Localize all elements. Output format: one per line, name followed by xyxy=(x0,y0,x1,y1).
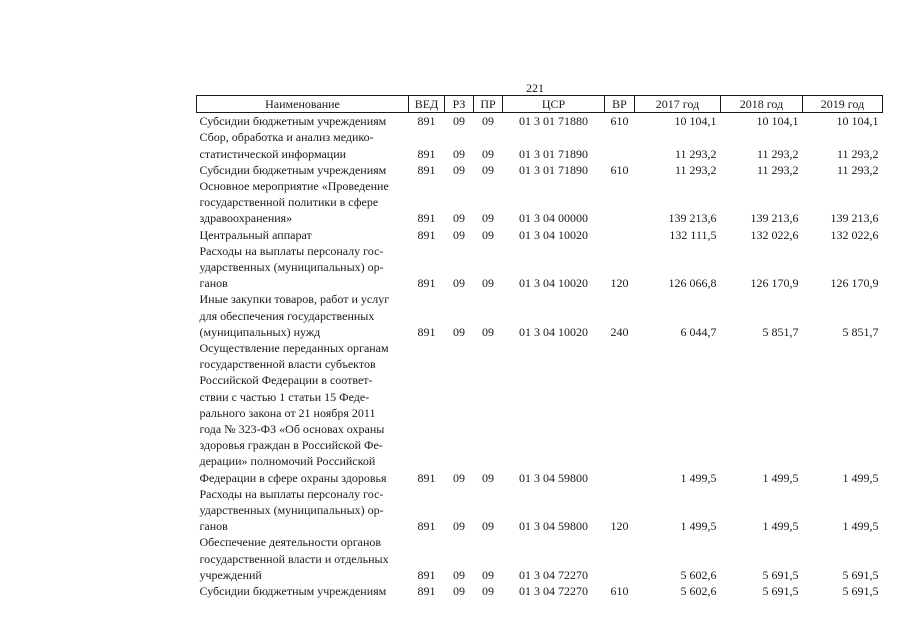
table-row xyxy=(197,113,883,130)
cell-vr: 120 xyxy=(610,519,629,534)
header-csr: ЦСР xyxy=(503,96,605,113)
cell-vr xyxy=(605,129,635,161)
header-2017: 2017 год xyxy=(635,96,721,113)
row-name-line: Субсидии бюджетным учреждениям xyxy=(199,114,387,129)
row-name-line: учреждений xyxy=(199,567,262,582)
cell-2018: 11 293,2 xyxy=(756,146,799,161)
cell-rz: 09 xyxy=(453,114,465,129)
cell-2019: 11 293,2 xyxy=(836,162,879,177)
cell-pr: 09 xyxy=(482,584,494,599)
cell-2019: 126 170,9 xyxy=(830,276,879,291)
row-name-line: здравоохранения» xyxy=(199,211,293,226)
cell-vr: 610 xyxy=(610,162,629,177)
row-name-line: года № 323-ФЗ «Об основах охраны xyxy=(199,422,385,437)
row-name-line: Осуществление переданных органам xyxy=(199,341,389,356)
cell-csr: 01 3 04 72270 xyxy=(519,584,588,599)
cell-2017: 139 213,6 xyxy=(668,211,717,226)
cell-2019: 139 213,6 xyxy=(830,211,879,226)
cell-vr: 610 xyxy=(610,114,629,129)
cell-ved: 891 xyxy=(417,584,436,599)
cell-ved: 891 xyxy=(417,324,436,339)
row-name-line: Расходы на выплаты персоналу гос- xyxy=(199,486,384,501)
cell-ved: 891 xyxy=(417,211,436,226)
cell-pr: 09 xyxy=(482,146,494,161)
cell-vr xyxy=(605,227,635,243)
cell-2017: 5 602,6 xyxy=(680,584,717,599)
cell-ved: 891 xyxy=(417,146,436,161)
cell-vr: 240 xyxy=(610,324,629,339)
row-name-line: ствии с частью 1 статьи 15 Феде- xyxy=(199,389,370,404)
cell-ved: 891 xyxy=(417,567,436,582)
table-row xyxy=(197,129,883,161)
cell-csr: 01 3 01 71890 xyxy=(519,162,588,177)
cell-2019: 10 104,1 xyxy=(836,114,879,129)
cell-2017: 6 044,7 xyxy=(680,324,717,339)
cell-2018: 126 170,9 xyxy=(750,276,799,291)
cell-rz: 09 xyxy=(453,324,465,339)
cell-csr: 01 3 04 72270 xyxy=(519,567,588,582)
row-name xyxy=(197,291,409,340)
row-name-line: (муниципальных) нужд xyxy=(199,324,321,339)
cell-csr: 01 3 04 10020 xyxy=(519,227,588,242)
row-name xyxy=(197,162,409,178)
cell-pr: 09 xyxy=(482,276,494,291)
cell-2019: 132 022,6 xyxy=(830,227,879,242)
cell-csr: 01 3 01 71890 xyxy=(519,146,588,161)
row-name xyxy=(197,583,409,599)
cell-ved: 891 xyxy=(417,114,436,129)
cell-rz: 09 xyxy=(453,584,465,599)
row-name xyxy=(197,113,409,130)
row-name-line: здоровья граждан в Российской Фе- xyxy=(199,438,383,453)
cell-vr xyxy=(605,534,635,583)
cell-vr: 610 xyxy=(610,584,629,599)
cell-pr: 09 xyxy=(482,211,494,226)
cell-2018: 139 213,6 xyxy=(750,211,799,226)
header-pr: ПР xyxy=(474,96,503,113)
cell-2019: 5 691,5 xyxy=(842,584,879,599)
table-row xyxy=(197,162,883,178)
row-name-line: Основное мероприятие «Проведение xyxy=(199,179,389,194)
budget-table xyxy=(196,95,883,599)
table-row xyxy=(197,227,883,243)
row-name-line: дерации» полномочий Российской xyxy=(199,454,376,469)
cell-rz: 09 xyxy=(453,470,465,485)
cell-ved: 891 xyxy=(417,519,436,534)
table-row xyxy=(197,583,883,599)
table-body xyxy=(197,113,883,600)
row-name-line: Расходы на выплаты персоналу гос- xyxy=(199,243,384,258)
cell-2017: 126 066,8 xyxy=(668,276,717,291)
cell-2019: 1 499,5 xyxy=(842,470,879,485)
cell-pr: 09 xyxy=(482,470,494,485)
row-name-line: Субсидии бюджетным учреждениям xyxy=(199,162,387,177)
row-name-line: Иные закупки товаров, работ и услуг xyxy=(199,292,390,307)
cell-2017: 11 293,2 xyxy=(674,146,717,161)
cell-csr: 01 3 04 59800 xyxy=(519,519,588,534)
row-name xyxy=(197,340,409,486)
cell-rz: 09 xyxy=(453,227,465,242)
row-name-line: ганов xyxy=(199,276,228,291)
table-header-row xyxy=(197,96,883,113)
cell-pr: 09 xyxy=(482,324,494,339)
cell-2018: 1 499,5 xyxy=(762,470,799,485)
row-name-line: для обеспечения государственных xyxy=(199,308,375,323)
cell-csr: 01 3 04 10020 xyxy=(519,324,588,339)
cell-2018: 132 022,6 xyxy=(750,227,799,242)
cell-csr: 01 3 04 10020 xyxy=(519,276,588,291)
cell-2019: 11 293,2 xyxy=(836,146,879,161)
cell-csr: 01 3 04 59800 xyxy=(519,470,588,485)
table-row xyxy=(197,291,883,340)
cell-2017: 5 602,6 xyxy=(680,567,717,582)
cell-2017: 132 111,5 xyxy=(669,227,717,242)
row-name-line: Российской Федерации в соответ- xyxy=(199,373,373,388)
row-name-line: государственной власти субъектов xyxy=(199,357,376,372)
cell-2017: 1 499,5 xyxy=(680,519,717,534)
table-row xyxy=(197,486,883,535)
cell-ved: 891 xyxy=(417,470,436,485)
table-row xyxy=(197,340,883,486)
cell-2018: 5 691,5 xyxy=(762,567,799,582)
cell-vr xyxy=(605,178,635,227)
cell-csr: 01 3 01 71880 xyxy=(519,114,588,129)
cell-2017: 1 499,5 xyxy=(680,470,717,485)
row-name-line: ганов xyxy=(199,519,228,534)
cell-ved: 891 xyxy=(417,276,436,291)
cell-pr: 09 xyxy=(482,162,494,177)
row-name-line: Федерации в сфере охраны здоровья xyxy=(199,470,387,485)
cell-2019: 5 851,7 xyxy=(842,324,879,339)
table-row xyxy=(197,534,883,583)
header-rz: РЗ xyxy=(445,96,474,113)
row-name-line: Центральный аппарат xyxy=(199,227,312,242)
cell-2019: 5 691,5 xyxy=(842,567,879,582)
header-2018: 2018 год xyxy=(721,96,803,113)
row-name xyxy=(197,534,409,583)
row-name-line: ударственных (муниципальных) ор- xyxy=(199,503,384,518)
row-name-line: ударственных (муниципальных) ор- xyxy=(199,260,384,275)
cell-2017: 11 293,2 xyxy=(674,162,717,177)
cell-rz: 09 xyxy=(453,146,465,161)
cell-2018: 11 293,2 xyxy=(756,162,799,177)
table-row xyxy=(197,178,883,227)
row-name-line: Сбор, обработка и анализ медико- xyxy=(199,130,374,145)
header-ved: ВЕД xyxy=(409,96,445,113)
cell-2017: 10 104,1 xyxy=(674,114,717,129)
cell-rz: 09 xyxy=(453,276,465,291)
cell-rz: 09 xyxy=(453,162,465,177)
cell-pr: 09 xyxy=(482,567,494,582)
row-name xyxy=(197,129,409,161)
row-name xyxy=(197,243,409,292)
row-name-line: статистической информации xyxy=(199,146,347,161)
page-number: 221 xyxy=(526,81,544,95)
cell-vr: 120 xyxy=(610,276,629,291)
row-name-line: государственной власти и отдельных xyxy=(199,551,389,566)
row-name xyxy=(197,178,409,227)
header-name: Наименование xyxy=(197,96,409,113)
header-vr: ВР xyxy=(605,96,635,113)
cell-rz: 09 xyxy=(453,519,465,534)
row-name-line: Обеспечение деятельности органов xyxy=(199,535,382,550)
cell-vr xyxy=(605,340,635,486)
cell-2018: 5 691,5 xyxy=(762,584,799,599)
cell-rz: 09 xyxy=(453,567,465,582)
cell-ved: 891 xyxy=(417,162,436,177)
cell-pr: 09 xyxy=(482,519,494,534)
cell-pr: 09 xyxy=(482,114,494,129)
row-name xyxy=(197,486,409,535)
table-row xyxy=(197,243,883,292)
row-name xyxy=(197,227,409,243)
header-2019: 2019 год xyxy=(803,96,883,113)
cell-rz: 09 xyxy=(453,211,465,226)
cell-ved: 891 xyxy=(417,227,436,242)
cell-csr: 01 3 04 00000 xyxy=(519,211,588,226)
cell-2018: 10 104,1 xyxy=(756,114,799,129)
cell-2018: 1 499,5 xyxy=(762,519,799,534)
cell-2019: 1 499,5 xyxy=(842,519,879,534)
row-name-line: рального закона от 21 ноября 2011 xyxy=(199,405,376,420)
cell-pr: 09 xyxy=(482,227,494,242)
cell-2018: 5 851,7 xyxy=(762,324,799,339)
row-name-line: государственной политики в сфере xyxy=(199,195,379,210)
row-name-line: Субсидии бюджетным учреждениям xyxy=(199,584,387,599)
